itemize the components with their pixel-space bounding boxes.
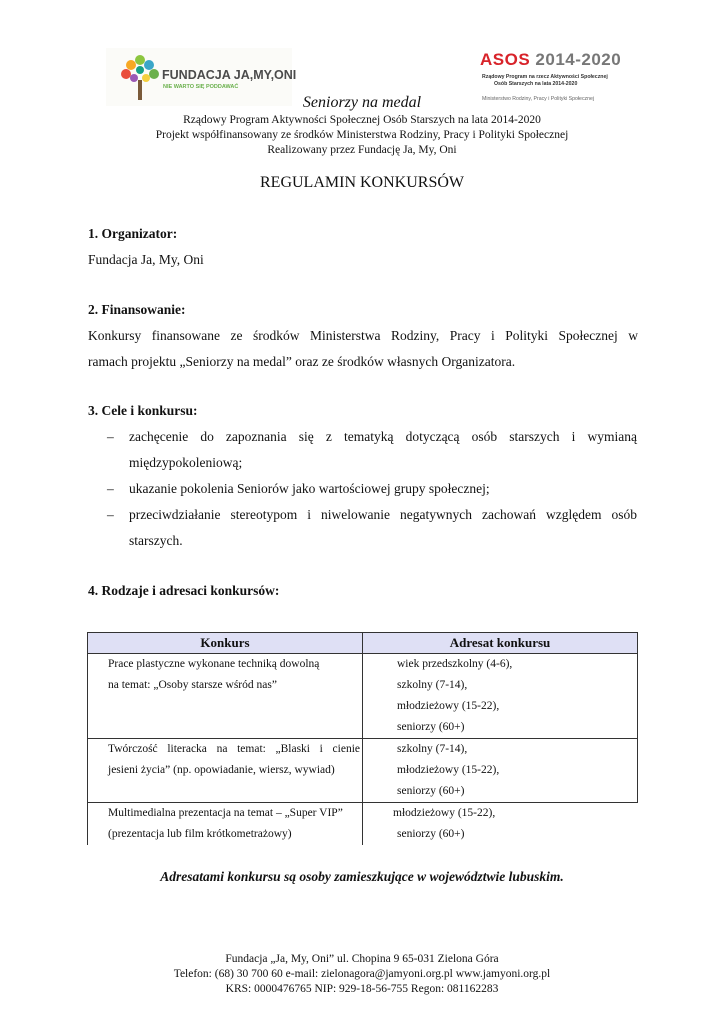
asos-years: 2014-2020 <box>535 50 622 69</box>
audience-text: szkolny (7-14), <box>397 679 468 691</box>
header-funding-line: Projekt współfinansowany ze środków Ministerstwa Rodziny, Pracy i Polityki Społecznej <box>155 129 569 141</box>
section-2-heading: 2. Finansowanie: <box>88 302 186 317</box>
document-title: REGULAMIN KONKURSÓW <box>260 174 464 191</box>
header-program-line: Rządowy Program Aktywności Społecznej Osób Starszych na lata 2014-2020 <box>183 114 541 126</box>
audience-text: młodzieżowy (15-22), <box>393 807 496 819</box>
section-2-line-1: Konkursy finansowane ze środków Ministerstwa Rodziny, Pracy i Polityki Społecznej w <box>88 328 638 343</box>
contest-table <box>87 632 638 845</box>
header-adresat: Adresat konkursu <box>363 633 638 654</box>
contest-cell <box>88 654 363 739</box>
logo-name: FUNDACJA JA,MY,ONI <box>162 68 297 82</box>
asos-ministry: Ministerstwo Rodziny, Pracy i Polityki Społecznej <box>482 96 595 102</box>
audience-text: szkolny (7-14), <box>397 743 468 755</box>
audience-text: seniorzy (60+) <box>397 828 465 840</box>
section-2-line-2: ramach projektu „Seniorzy na medal” oraz ze środków własnych Organizatora. <box>88 354 516 369</box>
section-3-heading: 3. Cele i konkursu: <box>88 403 198 418</box>
residency-note: Adresatami konkursu są osoby zamieszkujące w województwie lubuskim. <box>160 869 564 884</box>
goal-1-line-2: międzypokoleniową; <box>129 455 243 470</box>
section-1-text: Fundacja Ja, My, Oni <box>88 252 204 267</box>
audience-text: wiek przedszkolny (4-6), <box>397 658 513 670</box>
goal-3-line-2: starszych. <box>129 533 183 548</box>
section-4-heading: 4. Rodzaje i adresaci konkursów: <box>88 583 280 598</box>
contest-cell <box>88 803 363 846</box>
contest-text: Prace plastyczne wykonane techniką dowolną <box>108 658 320 670</box>
asos-word: ASOS <box>480 50 531 69</box>
asos-title <box>480 50 621 70</box>
audience-cell <box>363 803 638 846</box>
section-1-heading: 1. Organizator: <box>88 226 178 241</box>
contest-cell <box>88 739 363 803</box>
contest-text: jesieni życia” (np. opowiadanie, wiersz, wywiad) <box>108 764 335 776</box>
bullet-dash: – <box>107 429 114 444</box>
goal-2: ukazanie pokolenia Seniorów jako wartościowej grupy społecznej; <box>129 481 490 496</box>
asos-line2: Osób Starszych na lata 2014-2020 <box>494 81 578 87</box>
contest-text: na temat: „Osoby starsze wśród nas” <box>108 679 277 691</box>
table-header-row <box>88 633 638 654</box>
audience-text: młodzieżowy (15-22), <box>397 700 500 712</box>
audience-cell <box>363 654 638 739</box>
project-name: Seniorzy na medal <box>302 94 422 111</box>
contest-text: (prezentacja lub film krótkometrażowy) <box>108 828 292 840</box>
contest-text: Multimedialna prezentacja na temat – „Super VIP” <box>108 807 343 819</box>
audience-text: młodzieżowy (15-22), <box>397 764 500 776</box>
table-row <box>88 654 638 739</box>
footer-registry: KRS: 0000476765 NIP: 929-18-56-755 Regon: 081162283 <box>225 983 499 995</box>
asos-line1: Rządowy Program na rzecz Aktywności Społecznej <box>482 74 608 80</box>
bullet-dash: – <box>107 481 114 496</box>
footer-contact: Telefon: (68) 30 700 60 e-mail: zielonagora@jamyoni.org.pl www.jamyoni.org.pl <box>173 968 551 980</box>
goal-1-line-1: zachęcenie do zapoznania się z tematyką dotyczącą osób starszych i wymianą <box>129 429 637 444</box>
audience-cell <box>363 739 638 803</box>
audience-text: seniorzy (60+) <box>397 785 465 797</box>
bullet-dash: – <box>107 507 114 522</box>
table-row <box>88 803 638 846</box>
table-row <box>88 739 638 803</box>
goal-3-line-1: przeciwdziałanie stereotypom i niwelowanie negatywnych zachowań względem osób <box>129 507 637 522</box>
logo-slogan: NIE WARTO SIĘ PODDAWAĆ <box>163 84 239 90</box>
audience-text: seniorzy (60+) <box>397 721 465 733</box>
footer-address: Fundacja „Ja, My, Oni” ul. Chopina 9 65-031 Zielona Góra <box>225 953 499 965</box>
contest-text: Twórczość literacka na temat: „Blaski i cienie <box>108 743 360 755</box>
header-konkurs: Konkurs <box>88 633 363 654</box>
header-realization-line: Realizowany przez Fundację Ja, My, Oni <box>267 144 457 156</box>
